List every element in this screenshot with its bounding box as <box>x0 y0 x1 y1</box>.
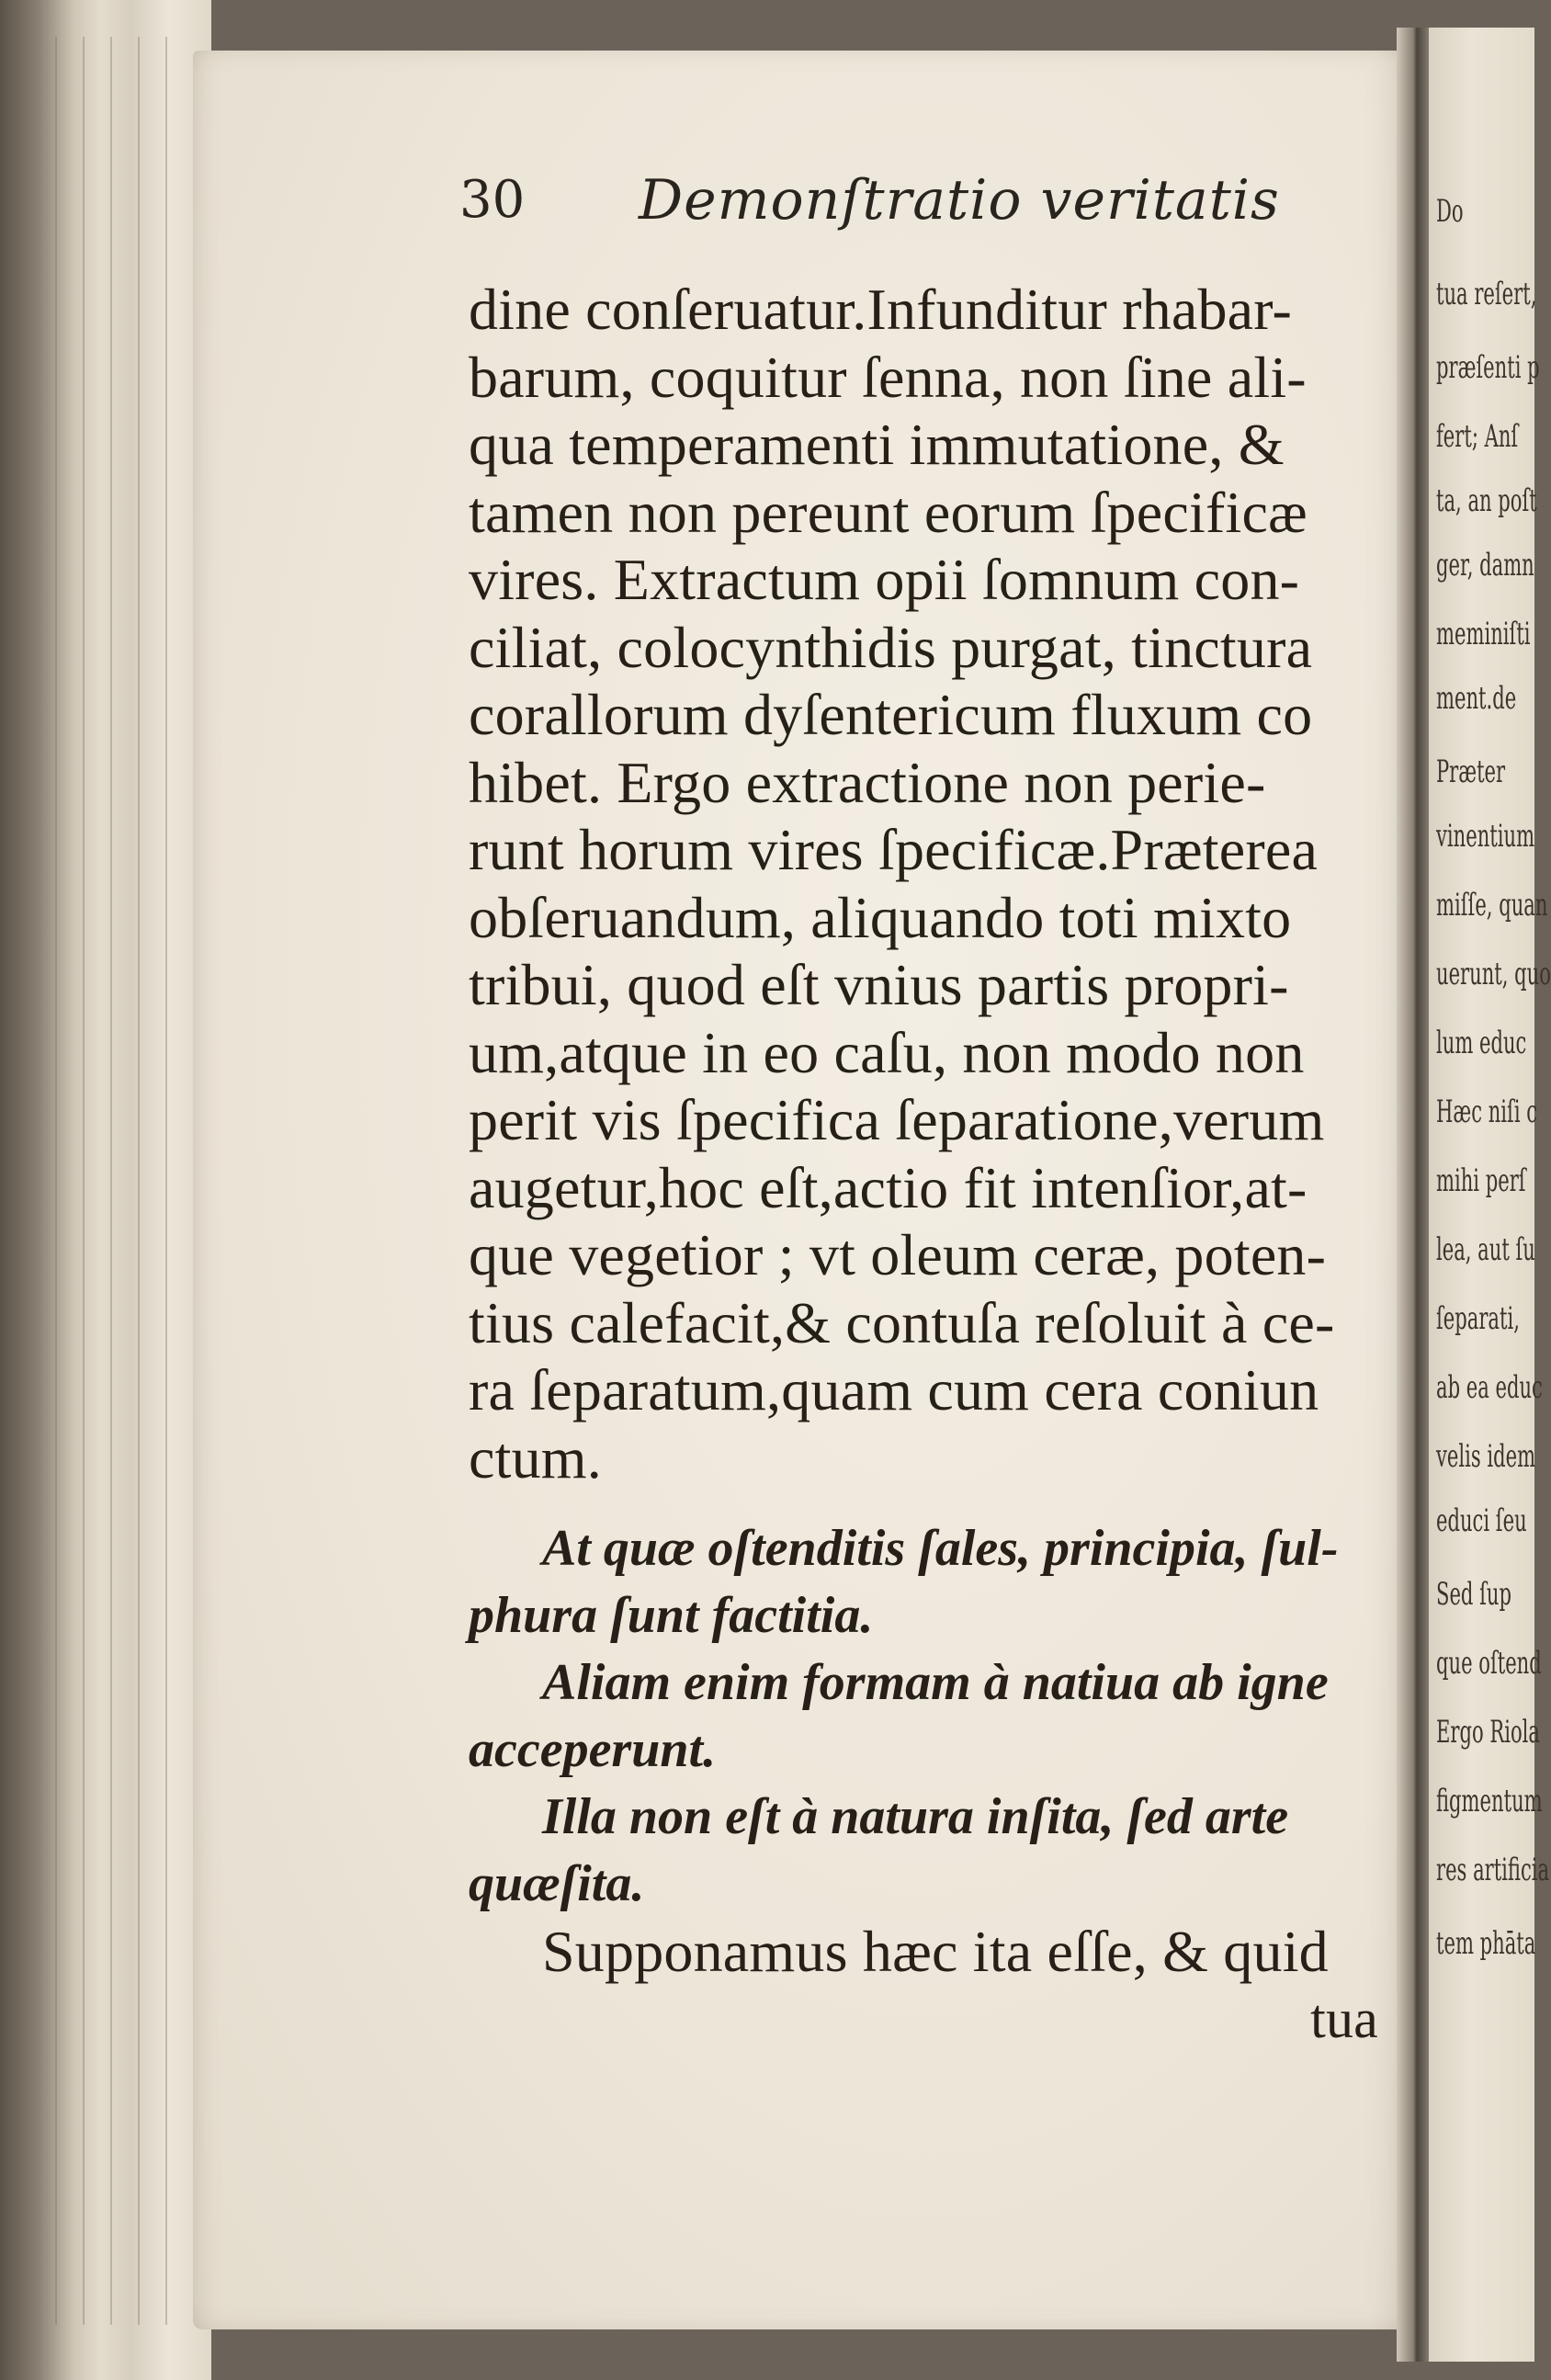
italic-block-3 <box>469 1784 1387 1918</box>
book-page-edges <box>0 0 211 2380</box>
text-line: perit vis ſpecifica ſeparatione,verum <box>469 1087 1325 1152</box>
book-gutter <box>1397 28 1433 2362</box>
text-line: que vegetior ; vt oleum ceræ, poten- <box>469 1222 1327 1287</box>
italic-text-line: Illa non eſt à natura inſita, ſed arte <box>542 1788 1289 1845</box>
text-line: tamen non pereunt eorum ſpecificæ <box>469 479 1308 545</box>
text-line: obſeruandum, aliquando toti mixto <box>469 884 1292 950</box>
text-line: runt horum vires ſpecificæ.Præterea <box>469 817 1319 882</box>
facing-page-text: Sed ſup <box>1436 1576 1511 1613</box>
page-body <box>469 276 1387 2053</box>
text-line: um,atque in eo caſu, non modo non <box>469 1019 1305 1085</box>
italic-block-2 <box>469 1649 1387 1784</box>
text-line: augetur,hoc eſt,actio fit intenſior,at- <box>469 1154 1308 1220</box>
facing-page-text: ab ea educ <box>1436 1369 1543 1406</box>
catchword: tua <box>1310 1988 1378 2049</box>
facing-page-text: ment.de <box>1436 680 1517 717</box>
facing-page-text: ta, an poſt <box>1436 482 1537 519</box>
facing-page-text: tem phāta <box>1436 1925 1536 1962</box>
text-line: vires. Extractum opii ſomnum con- <box>469 547 1300 612</box>
running-title: Demonſtratio veritatis <box>639 168 1280 232</box>
facing-page-text: Præter <box>1436 754 1506 790</box>
text-line: ctum. <box>469 1424 602 1490</box>
facing-page-text: lea, aut ſu <box>1436 1231 1535 1268</box>
page-header <box>459 170 1286 234</box>
text-line: tius calefacit,& contuſa reſoluit à ce- <box>469 1289 1335 1355</box>
italic-text-line: At quæ oſtenditis ſales, principia, ſul- <box>542 1520 1339 1577</box>
facing-page-text: vinentium <box>1436 818 1535 855</box>
text-line: tribui, quod eſt vnius partis propri- <box>469 952 1289 1017</box>
text-line: hibet. Ergo extractione non perie- <box>469 749 1266 815</box>
facing-page-text: Hæc niſi c <box>1436 1094 1538 1130</box>
facing-page-text: uerunt, quo <box>1436 956 1551 992</box>
italic-text-line: acceperunt. <box>469 1721 717 1778</box>
italic-text-line: Aliam enim formam à natiua ab igne <box>542 1654 1329 1711</box>
text-line: ciliat, colocynthidis purgat, tinctura <box>469 614 1313 680</box>
text-line: qua temperamenti immutatione, & <box>469 412 1285 477</box>
text-line: dine conſeruatur.Infunditur rhabar- <box>469 277 1293 342</box>
facing-page-text: Do <box>1436 193 1464 230</box>
text-line: ra ſeparatum,quam cum cera coniun <box>469 1357 1319 1422</box>
facing-page-text: que oſtend <box>1436 1645 1542 1682</box>
facing-page-text: velis idem <box>1436 1438 1536 1475</box>
facing-page-fragment <box>1429 28 1551 2362</box>
facing-page-text: mihi perſ <box>1436 1162 1526 1199</box>
facing-page-text: educi ſeu <box>1436 1502 1527 1539</box>
facing-page-text: tua reſert, <box>1436 276 1537 312</box>
facing-page-text: præſenti p <box>1436 349 1540 386</box>
text-line: corallorum dyſentericum fluxum co <box>469 682 1313 747</box>
italic-block-1 <box>469 1515 1387 1649</box>
facing-page-text: res artificia <box>1436 1852 1550 1888</box>
facing-page-text: ſeparati, <box>1436 1300 1520 1337</box>
facing-page-text: lum educ <box>1436 1025 1527 1061</box>
facing-page-text: figmentum <box>1436 1783 1543 1819</box>
text-line: Supponamus hæc ita eſſe, & quid <box>542 1919 1329 1984</box>
facing-page-text: Ergo Riola <box>1436 1714 1540 1751</box>
facing-page-text: miſſe, quan <box>1436 887 1548 924</box>
paragraph-1 <box>469 276 1387 1491</box>
facing-page-text: ger, damn <box>1436 547 1534 584</box>
italic-text-line: quæſita. <box>469 1855 645 1912</box>
text-line: barum, coquitur ſenna, non ſine ali- <box>469 344 1307 410</box>
page-number: 30 <box>459 170 526 230</box>
facing-page-text: fert; Anſ <box>1436 418 1519 455</box>
italic-text-line: phura ſunt factitia. <box>469 1587 874 1644</box>
facing-page-text: meminiſti <box>1436 616 1531 652</box>
paragraph-2 <box>469 1918 1387 1986</box>
